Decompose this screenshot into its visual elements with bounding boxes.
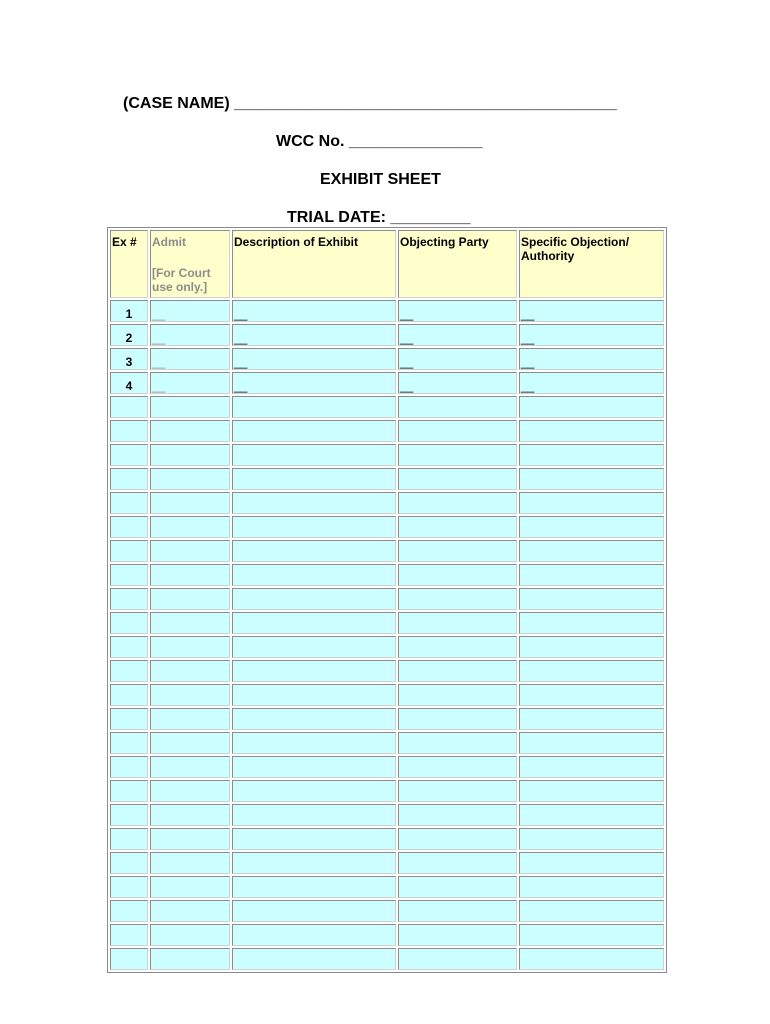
objecting-party-cell[interactable] [398,948,517,970]
objecting-party-cell[interactable] [398,324,517,346]
objection-cell[interactable] [519,636,664,658]
description-cell[interactable] [232,612,396,634]
exhibit-number-cell-value: 3 [125,355,133,369]
admit-cell[interactable] [150,516,230,538]
table-row [110,756,664,778]
exhibit-number-cell [110,684,148,706]
objecting-party-cell[interactable] [398,732,517,754]
description-cell[interactable] [232,372,396,394]
admit-label: Admit [152,235,186,249]
objection-cell[interactable] [519,420,664,442]
description-cell[interactable] [232,852,396,874]
objection-cell[interactable] [519,828,664,850]
admit-cell[interactable] [150,564,230,586]
table-row [110,660,664,682]
case-name-line: (CASE NAME) ___________________________________________ [123,95,617,112]
objecting-party-cell[interactable] [398,804,517,826]
admit-cell-value: __ [152,355,166,369]
description-cell[interactable] [232,924,396,946]
objection-cell[interactable] [519,756,664,778]
description-cell[interactable] [232,324,396,346]
description-cell[interactable] [232,420,396,442]
objection-cell[interactable] [519,348,664,370]
objection-cell[interactable] [519,924,664,946]
column-header-objecting-party: Objecting Party [398,230,517,298]
objection-cell[interactable] [519,780,664,802]
table-row [110,948,664,970]
objection-cell[interactable] [519,660,664,682]
exhibit-number-cell-value: 4 [125,379,133,393]
description-cell[interactable] [232,804,396,826]
objecting-party-cell[interactable] [398,420,517,442]
objecting-party-cell[interactable] [398,684,517,706]
objection-cell[interactable] [519,708,664,730]
admit-cell[interactable] [150,804,230,826]
exhibit-number-cell [110,492,148,514]
admit-cell[interactable] [150,468,230,490]
objecting-party-cell[interactable] [398,588,517,610]
admit-cell[interactable] [150,420,230,442]
admit-cell[interactable] [150,660,230,682]
table-row [110,732,664,754]
exhibit-number-cell-value: 1 [125,307,133,321]
description-cell[interactable] [232,564,396,586]
description-cell[interactable] [232,900,396,922]
exhibit-number-cell [110,516,148,538]
objecting-party-cell[interactable] [398,396,517,418]
description-cell[interactable] [232,756,396,778]
admit-cell[interactable] [150,732,230,754]
page-title: EXHIBIT SHEET [320,171,441,188]
admit-cell-value: __ [152,307,166,321]
exhibit-number-cell [110,732,148,754]
description-cell[interactable] [232,300,396,322]
objection-cell[interactable] [519,372,664,394]
objecting-party-cell[interactable] [398,564,517,586]
exhibit-table [107,227,667,973]
admit-cell[interactable] [150,540,230,562]
admit-cell[interactable] [150,948,230,970]
objection-cell[interactable] [519,948,664,970]
objecting-party-cell[interactable] [398,300,517,322]
objection-cell[interactable] [519,588,664,610]
objecting-party-cell[interactable] [398,516,517,538]
exhibit-number-cell [110,948,148,970]
table-row [110,516,664,538]
table-row [110,636,664,658]
exhibit-number-cell [110,420,148,442]
description-cell-value: __ [234,355,248,369]
table-row [110,900,664,922]
objecting-party-cell[interactable] [398,372,517,394]
table-row [110,852,664,874]
description-cell-value: __ [234,379,248,393]
exhibit-number-cell [110,564,148,586]
objection-cell[interactable] [519,684,664,706]
objecting-party-cell[interactable] [398,492,517,514]
objection-cell[interactable] [519,876,664,898]
objecting-party-cell[interactable] [398,876,517,898]
objection-cell[interactable] [519,612,664,634]
objecting-party-cell[interactable] [398,924,517,946]
admit-cell-value: __ [152,379,166,393]
admit-cell[interactable] [150,876,230,898]
exhibit-number-cell [110,876,148,898]
objection-cell[interactable] [519,492,664,514]
column-header-description: Description of Exhibit [232,230,396,298]
objection-cell[interactable] [519,900,664,922]
objection-cell[interactable] [519,324,664,346]
description-cell[interactable] [232,636,396,658]
table-row [110,492,664,514]
table-row [110,684,664,706]
table-row [110,588,664,610]
objecting-party-cell[interactable] [398,780,517,802]
objecting-party-cell[interactable] [398,900,517,922]
exhibit-number-cell [110,900,148,922]
description-cell[interactable] [232,780,396,802]
objecting-party-cell[interactable] [398,756,517,778]
objection-cell[interactable] [519,516,664,538]
wcc-number-line: WCC No. _______________ [276,133,483,150]
admit-cell-value: __ [152,331,166,345]
exhibit-number-cell [110,324,148,346]
admit-cell[interactable] [150,588,230,610]
exhibit-number-cell [110,348,148,370]
objection-cell[interactable] [519,468,664,490]
admit-cell[interactable] [150,684,230,706]
exhibit-number-cell [110,924,148,946]
objecting-party-cell-value: __ [400,331,414,345]
exhibit-number-cell [110,660,148,682]
description-cell[interactable] [232,828,396,850]
exhibit-number-cell [110,444,148,466]
table-row [110,612,664,634]
description-cell[interactable] [232,948,396,970]
table-row [110,396,664,418]
exhibit-number-cell [110,780,148,802]
admit-cell[interactable] [150,780,230,802]
trial-date-line: TRIAL DATE: _________ [287,209,471,226]
description-cell[interactable] [232,540,396,562]
exhibit-number-cell [110,804,148,826]
admit-cell[interactable] [150,708,230,730]
column-header-admit [150,230,230,298]
admit-cell[interactable] [150,396,230,418]
admit-cell[interactable] [150,444,230,466]
description-cell[interactable] [232,876,396,898]
objection-cell-value: __ [521,307,535,321]
objection-cell[interactable] [519,540,664,562]
admit-cell[interactable] [150,612,230,634]
table-row [110,708,664,730]
admit-cell[interactable] [150,636,230,658]
exhibit-number-cell [110,468,148,490]
objecting-party-cell[interactable] [398,708,517,730]
objection-cell[interactable] [519,564,664,586]
admit-cell[interactable] [150,756,230,778]
exhibit-number-cell [110,756,148,778]
exhibit-number-cell-value: 2 [125,331,133,345]
exhibit-number-cell [110,588,148,610]
exhibit-number-cell [110,852,148,874]
admit-cell[interactable] [150,852,230,874]
table-row [110,348,664,370]
admit-cell[interactable] [150,492,230,514]
description-cell[interactable] [232,660,396,682]
objection-cell[interactable] [519,396,664,418]
description-cell[interactable] [232,516,396,538]
exhibit-number-cell [110,636,148,658]
description-cell[interactable] [232,396,396,418]
description-cell[interactable] [232,348,396,370]
objection-cell-value: __ [521,355,535,369]
table-row [110,468,664,490]
objecting-party-cell[interactable] [398,540,517,562]
table-row [110,924,664,946]
objection-cell-value: __ [521,331,535,345]
table-row [110,804,664,826]
exhibit-number-cell [110,300,148,322]
objection-cell-value: __ [521,379,535,393]
admit-cell[interactable] [150,828,230,850]
table-row [110,876,664,898]
objecting-party-cell[interactable] [398,852,517,874]
description-cell[interactable] [232,588,396,610]
table-row [110,372,664,394]
objection-cell[interactable] [519,300,664,322]
objecting-party-cell[interactable] [398,468,517,490]
exhibit-number-cell [110,540,148,562]
table-row [110,780,664,802]
admit-cell[interactable] [150,372,230,394]
admit-cell[interactable] [150,924,230,946]
objection-cell[interactable] [519,732,664,754]
objecting-party-cell[interactable] [398,612,517,634]
table-row [110,828,664,850]
table-row [110,300,664,322]
description-cell-value: __ [234,307,248,321]
exhibit-number-cell [110,828,148,850]
admit-cell[interactable] [150,324,230,346]
exhibit-number-cell [110,708,148,730]
objection-cell[interactable] [519,852,664,874]
description-cell[interactable] [232,492,396,514]
description-cell[interactable] [232,684,396,706]
admit-cell[interactable] [150,348,230,370]
objecting-party-cell[interactable] [398,660,517,682]
table-row [110,444,664,466]
description-cell[interactable] [232,444,396,466]
objecting-party-cell[interactable] [398,444,517,466]
objecting-party-cell[interactable] [398,828,517,850]
table-header-row [110,230,664,298]
column-header-objection: Specific Objection/ Authority [519,230,664,298]
description-cell-value: __ [234,331,248,345]
description-cell[interactable] [232,708,396,730]
admit-note: [For Court use only.] [152,266,211,294]
objecting-party-cell[interactable] [398,348,517,370]
column-header-ex: Ex # [110,230,148,298]
table-row [110,324,664,346]
exhibit-number-cell [110,396,148,418]
objecting-party-cell-value: __ [400,355,414,369]
exhibit-number-cell [110,372,148,394]
exhibit-number-cell [110,612,148,634]
admit-cell[interactable] [150,900,230,922]
table-row [110,540,664,562]
description-cell[interactable] [232,732,396,754]
table-row [110,564,664,586]
objection-cell[interactable] [519,444,664,466]
objection-cell[interactable] [519,804,664,826]
objecting-party-cell-value: __ [400,379,414,393]
objecting-party-cell-value: __ [400,307,414,321]
objecting-party-cell[interactable] [398,636,517,658]
admit-cell[interactable] [150,300,230,322]
description-cell[interactable] [232,468,396,490]
table-row [110,420,664,442]
